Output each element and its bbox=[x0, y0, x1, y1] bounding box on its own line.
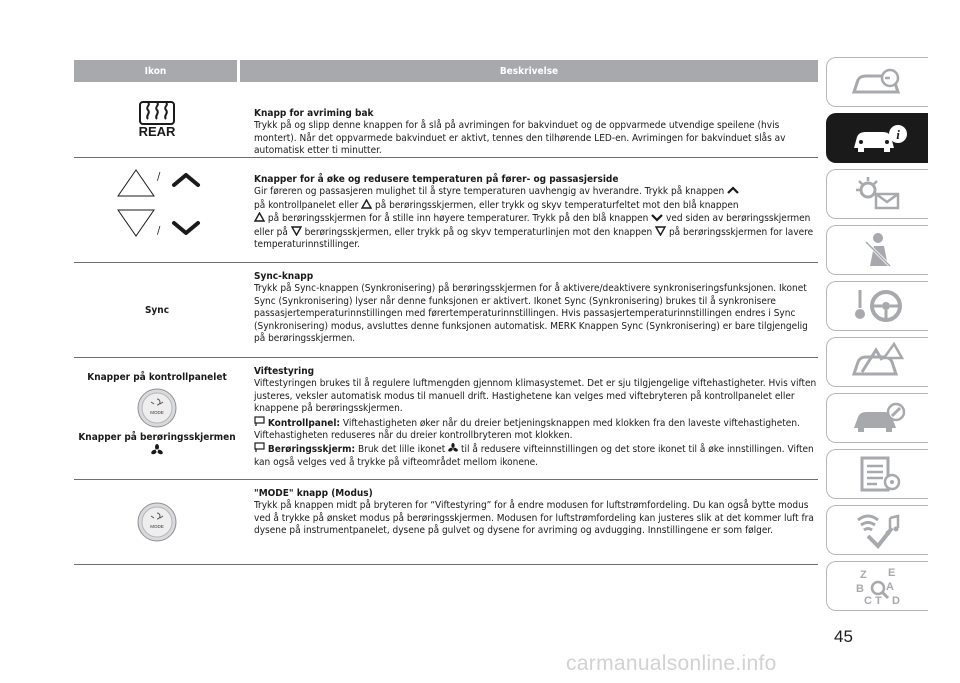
mode-title: "MODE" knapp (Modus) bbox=[254, 488, 373, 499]
rear-defrost-text: Trykk på og slipp denne knappen for å slå på avrimingen for bakvinduet og de oppvarmede utvendige speilene (hvis montert). Når det oppvarmede bakvinduet er aktivt, tennes den tilhørende LED-en. Avrimingen for bakvinduet slås av automatisk etter ti minutter. bbox=[254, 120, 786, 157]
table-row: Knapper på kontrollpanelet MODE Knapper på berøringsskjermen Viftestyring Viftestyringen brukes til å regulere luftmengden gjennom klimasystemet. Det er sju tilgjengelige viftehastigheter. Hvis viften justeres, veksler automatisk modus til manuell drift. Hastighetene kan velges med viftebryteren på kontrollpanelet eller knappene på berøringsskjermen. Kontrollpanel: Viftehastigheten øker når du dreier betjeningsknappen med klokken fra den laveste viftehastigheten. Viftehastigheten reduseres når du dreier kontrollbryteren mot klokken. Berøringsskjerm: Bruk det lille ikonet til å redusere vifteinnstillingen og det store ikonet til å øke innstillingen. Viften kan også velges ved å trykke på vifteområdet mellom ikonene. bbox=[74, 358, 818, 480]
triangle-down-icon bbox=[118, 210, 154, 236]
mode-knob-icon bbox=[137, 502, 177, 542]
svg-text:i: i bbox=[895, 127, 900, 142]
tab-service[interactable] bbox=[826, 393, 928, 443]
triangle-down-icon bbox=[291, 226, 302, 236]
svg-text:E: E bbox=[887, 567, 895, 579]
fan-title: Viftestyring bbox=[254, 366, 315, 377]
svg-text:MODE: MODE bbox=[150, 524, 164, 529]
tab-warning-lights[interactable] bbox=[826, 169, 928, 219]
specs-icon bbox=[848, 454, 908, 494]
rear-defrost-icon bbox=[137, 100, 177, 126]
driving-icon bbox=[848, 286, 908, 326]
emergency-icon bbox=[848, 342, 908, 382]
chevron-up-icon bbox=[174, 175, 198, 185]
safety-icon bbox=[848, 230, 908, 270]
svg-text:B: B bbox=[855, 583, 864, 595]
temp-title: Knapper for å øke og redusere temperaturen på fører- og passasjerside bbox=[254, 174, 619, 185]
sync-text: Trykk på Sync-knappen (Synkronisering) på berøringsskjermen for å aktivere/deaktivere synkroniseringsfunksjonen. Ikonet Sync (Synkronisering) lyser når denne funksjonen er aktivert. Ikonet Sync (Synkronisering) brukes til å synkronisere passasjertemperaturinnstillingen med førertemperaturinnstillingen. Hvis passasjertemperaturinnstillingen endres i Sync (Synkronisering) modus, avsluttes denne funksjonen automatisk. MERK Knappen Sync (Synkronisering) er bare tilgjengelig på berøringsskjermen. bbox=[254, 283, 808, 345]
mode-text: Trykk på knappen midt på bryteren for “Viftestyring” for å endre modusen for luftstrømfordeling. Du kan også bytte modus ved å trykke på ønsket modus på berøringsskjermen. Modusen for luftstrømfordeling kan justeres slik at det kommer luft fra dysene på instrumentpanelet, dysene på gulvet og dysene for avriming og avdugging. Innstillingene er som følger. bbox=[254, 500, 814, 537]
tab-multimedia[interactable] bbox=[826, 505, 928, 555]
touchscreen-icon bbox=[254, 442, 265, 453]
rear-defrost-title: Knapp for avriming bak bbox=[254, 108, 374, 119]
chevron-down-icon bbox=[651, 213, 663, 222]
triangle-up-icon bbox=[254, 212, 265, 222]
service-icon bbox=[848, 398, 908, 438]
control-panel-buttons-label: Knapper på kontrollpanelet bbox=[87, 372, 227, 383]
header-description-column: Beskrivelse bbox=[499, 65, 559, 77]
svg-text:Z: Z bbox=[859, 569, 867, 581]
chapter-sidebar bbox=[826, 57, 928, 617]
tab-car-info[interactable] bbox=[826, 113, 928, 163]
table-row bbox=[74, 263, 818, 358]
tab-emergency[interactable] bbox=[826, 337, 928, 387]
car-info-icon bbox=[848, 118, 908, 158]
touchscreen-buttons-label: Knapper på berøringsskjermen bbox=[78, 432, 236, 443]
touchscreen-label: Berøringsskjerm: bbox=[267, 444, 356, 456]
table-row: / / Knapper for å øke og redusere temperaturen på fører- og passasjerside Gir føreren og passasjeren mulighet til å styre temperaturen uavhengig av hverandre. Trykk på knappen på kontrollpanelet eller på berøringsskjermen, eller trykk og skyv temperaturfeltet mot den blå knappen på berøringsskjermen for å stille inn høyere temperaturer. Trykk på den blå knappen ved siden av berøringsskjermen eller på berøringsskjermen, eller trykk på og skyv temperaturlinjen mot den knappen på berøringsskjermen for lavere temperaturinnstillinger. bbox=[74, 158, 818, 263]
tab-dashboard[interactable] bbox=[826, 57, 928, 107]
triangle-up-icon bbox=[118, 170, 154, 196]
multimedia-icon bbox=[848, 510, 908, 550]
warning-lights-icon bbox=[848, 174, 908, 214]
tab-index[interactable] bbox=[826, 561, 928, 611]
chevron-up-icon bbox=[727, 186, 739, 195]
sync-title: Sync-knapp bbox=[254, 271, 314, 282]
watermark: carmanualsonline.info bbox=[566, 652, 777, 675]
control-panel-label: Kontrollpanel: bbox=[267, 417, 341, 429]
fan-text: Viftestyringen brukes til å regulere luftmengden gjennom klimasystemet. Det er sju tilgjengelige viftehastigheter. Hvis viften justeres, veksler automatisk modus til manuell drift. Hastighetene kan velges med viftebryteren på kontrollpanelet eller knappene på berøringsskjermen. bbox=[254, 378, 817, 415]
tab-safety[interactable] bbox=[826, 225, 928, 275]
header-icon-column: Ikon bbox=[144, 65, 167, 77]
table-row bbox=[74, 82, 818, 158]
svg-text:MODE: MODE bbox=[150, 410, 164, 415]
temp-text: Gir føreren og passasjeren mulighet til å styre temperaturen uavhengig av hverandre. Trykk på knappen på kontrollpanelet eller på berøringsskjermen, eller trykk og skyv temperaturfeltet mot den blå knappen på berøringsskjermen for å stille inn høyere temperaturer. Trykk på den blå knappen ved siden av berøringsskjermen eller på berøringsskjermen, eller trykk på og skyv temperaturlinjen mot den knappen på berøringsskjermen for lavere temperaturinnstillinger. bbox=[254, 186, 814, 251]
svg-text:A: A bbox=[885, 581, 894, 593]
climate-controls-table bbox=[74, 60, 818, 565]
chevron-down-icon bbox=[174, 223, 198, 233]
sync-label: Sync bbox=[144, 304, 170, 316]
page-number: 45 bbox=[834, 627, 853, 646]
triangle-down-icon bbox=[655, 226, 666, 236]
fan-icon bbox=[448, 443, 458, 453]
tab-driving[interactable] bbox=[826, 281, 928, 331]
fan-knob-icon bbox=[137, 388, 177, 428]
triangle-up-icon bbox=[361, 199, 372, 209]
table-row bbox=[74, 480, 818, 565]
svg-text:T: T bbox=[874, 595, 882, 606]
dashboard-icon bbox=[848, 62, 908, 102]
table-header bbox=[74, 60, 818, 82]
svg-text:C: C bbox=[863, 595, 872, 606]
tab-specs[interactable] bbox=[826, 449, 928, 499]
index-icon bbox=[848, 566, 908, 606]
svg-text:D: D bbox=[891, 595, 900, 606]
rear-label: REAR bbox=[138, 124, 176, 139]
fan-icon bbox=[151, 444, 163, 456]
control-panel-icon bbox=[254, 416, 265, 427]
